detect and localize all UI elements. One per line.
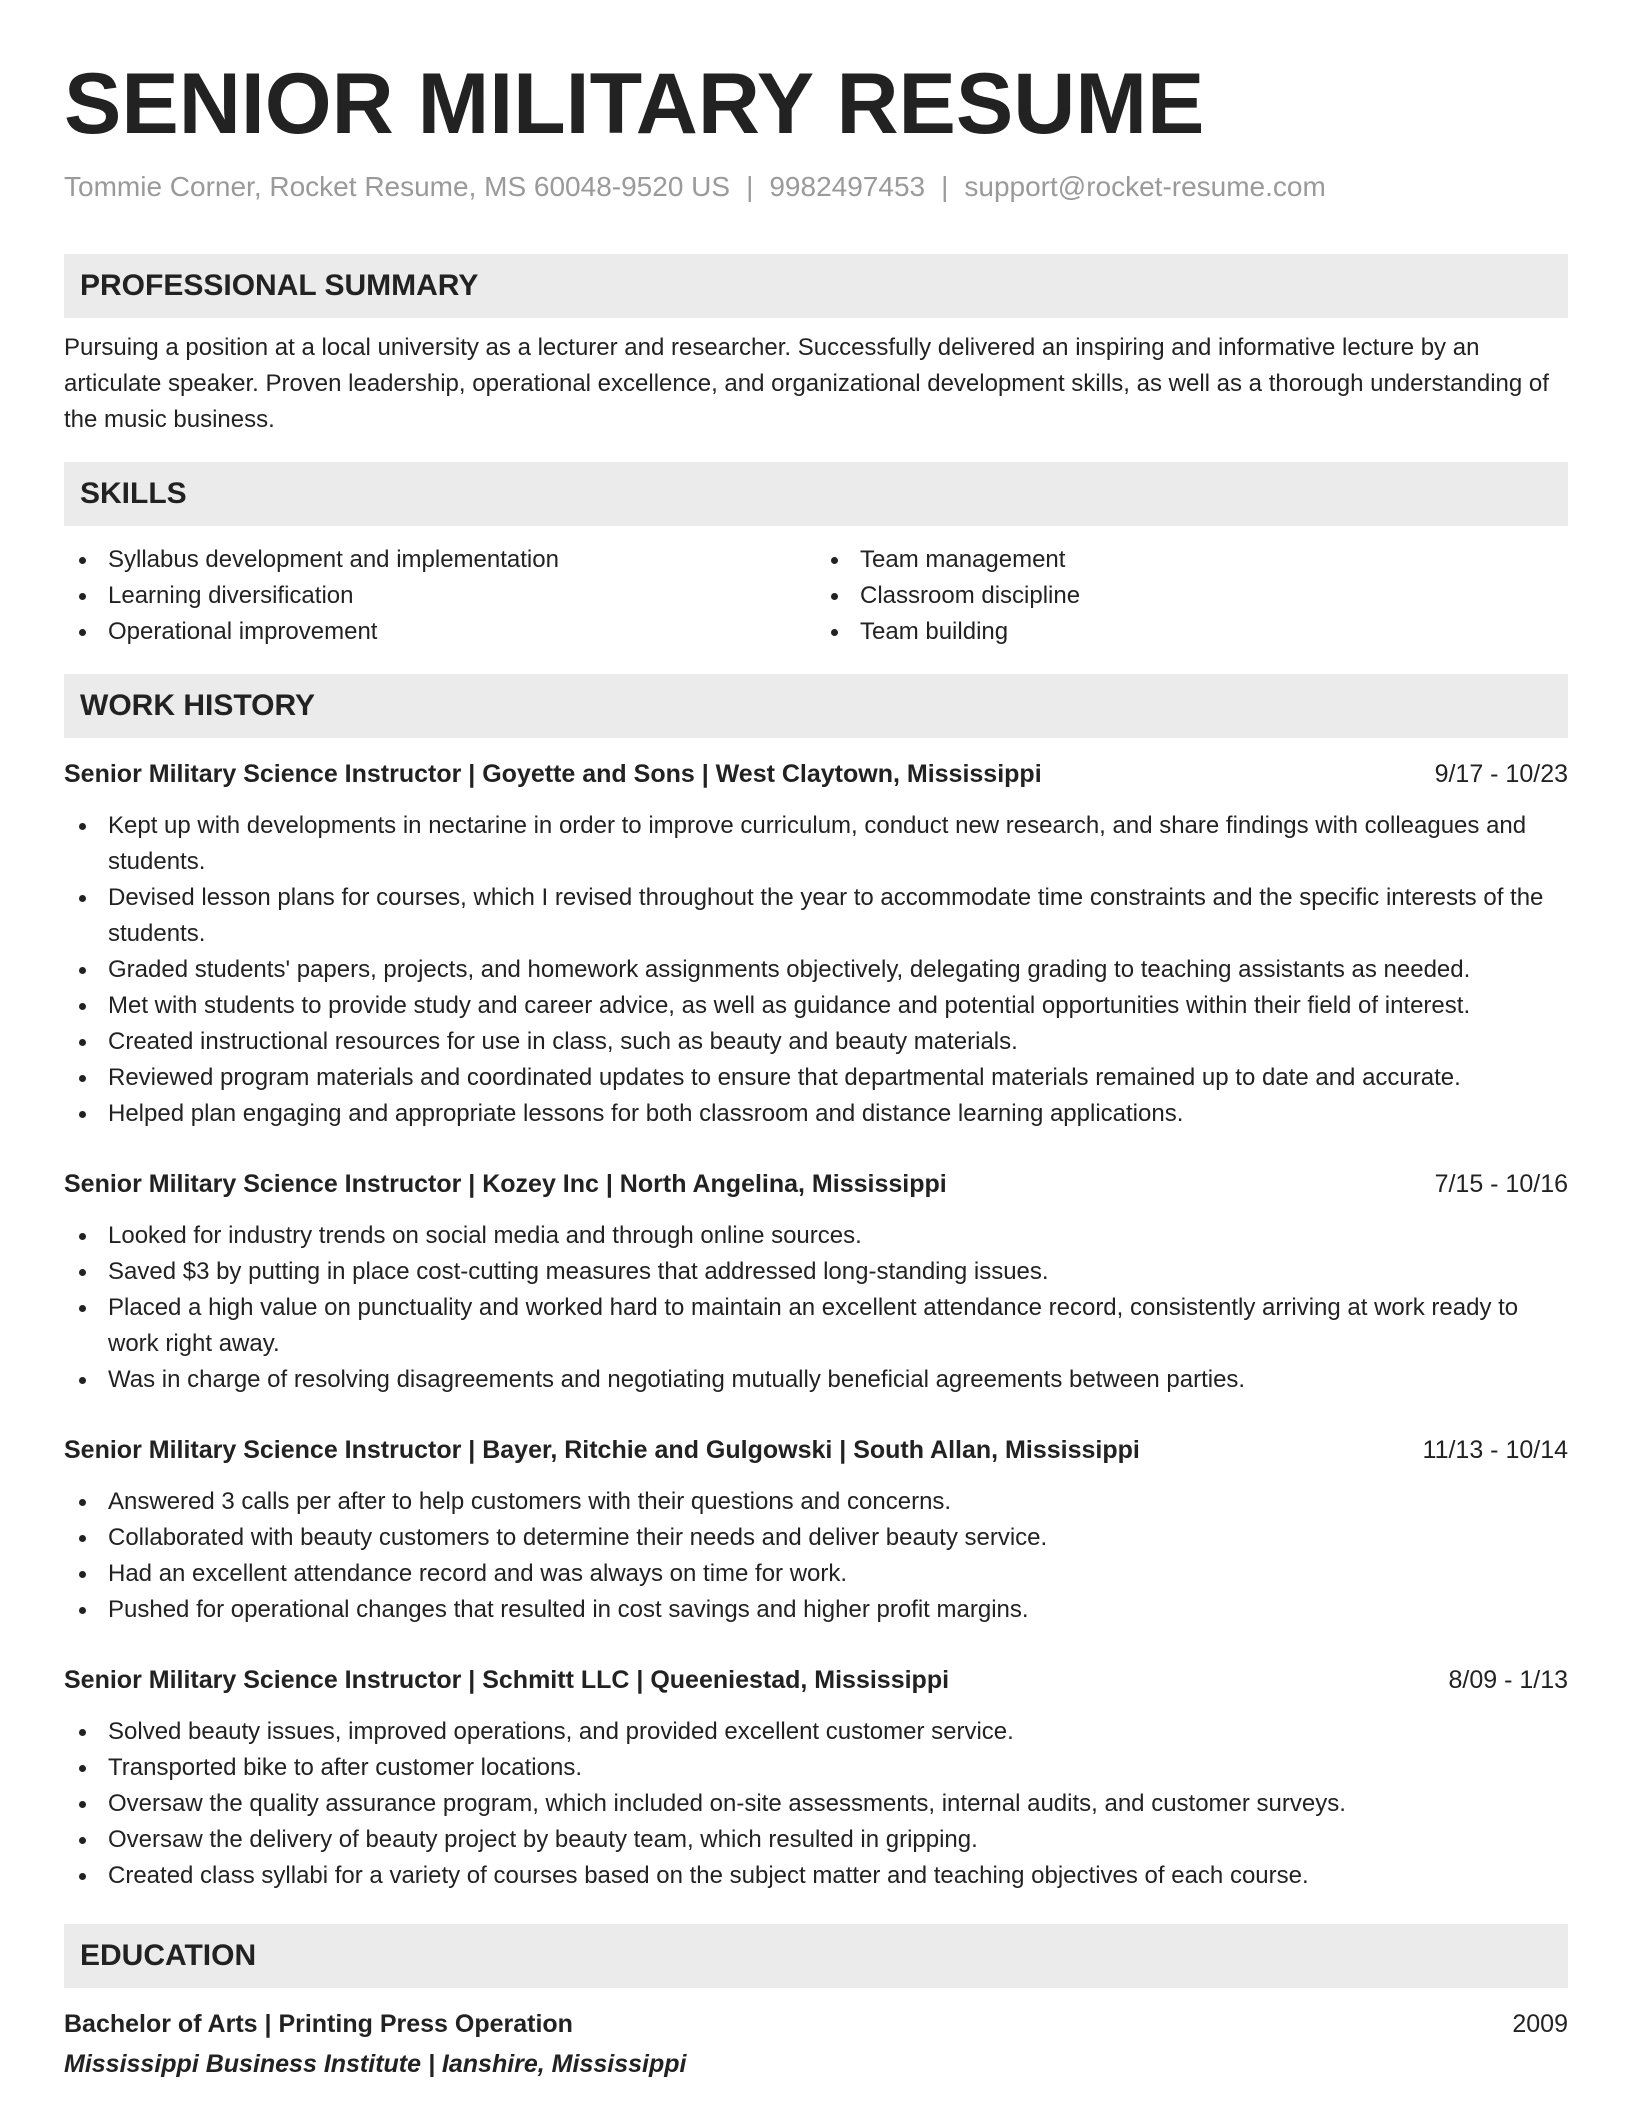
job-entry xyxy=(64,1662,1568,1894)
contact-line xyxy=(64,170,1568,204)
education-school: Mississippi Business Institute | Ianshire, Mississippi xyxy=(64,2050,687,2078)
job-title: Senior Military Science Instructor | Schmitt LLC | Queeniestad, Mississippi xyxy=(64,1666,950,1694)
contact-separator: | xyxy=(941,171,949,202)
job-entry xyxy=(64,1432,1568,1628)
skills-column-left xyxy=(64,542,816,650)
job-bullet: Reviewed program materials and coordinated updates to ensure that departmental materials remained up to date and accurate. xyxy=(108,1060,1568,1096)
skill-item: Classroom discipline xyxy=(860,578,1568,614)
job-bullets xyxy=(64,1484,1568,1628)
job-bullets xyxy=(64,808,1568,1132)
job-dates: 11/13 - 10/14 xyxy=(1422,1436,1568,1464)
job-bullet: Created instructional resources for use in class, such as beauty and beauty materials. xyxy=(108,1024,1568,1060)
skill-item: Team management xyxy=(860,542,1568,578)
job-bullet: Kept up with developments in nectarine in order to improve curriculum, conduct new research, and share findings with colleagues and students. xyxy=(108,808,1568,880)
education-entry-header xyxy=(64,2006,1568,2042)
job-header xyxy=(64,1662,1568,1698)
job-bullet: Saved $3 by putting in place cost-cutting measures that addressed long-standing issues. xyxy=(108,1254,1568,1290)
job-dates: 9/17 - 10/23 xyxy=(1434,760,1568,788)
job-bullet: Was in charge of resolving disagreements and negotiating mutually beneficial agreements between parties. xyxy=(108,1362,1568,1398)
job-dates: 7/15 - 10/16 xyxy=(1434,1170,1568,1198)
contact-email: support@rocket-resume.com xyxy=(964,171,1326,202)
job-entry xyxy=(64,756,1568,1132)
job-title: Senior Military Science Instructor | Kozey Inc | North Angelina, Mississippi xyxy=(64,1170,947,1198)
work-history-section-header: WORK HISTORY xyxy=(64,674,1568,738)
job-bullet: Met with students to provide study and career advice, as well as guidance and potential opportunities within their field of interest. xyxy=(108,988,1568,1024)
job-entry xyxy=(64,1166,1568,1398)
job-header xyxy=(64,1166,1568,1202)
job-bullet: Answered 3 calls per after to help customers with their questions and concerns. xyxy=(108,1484,1568,1520)
job-header xyxy=(64,1432,1568,1468)
job-bullet: Oversaw the quality assurance program, which included on-site assessments, internal audits, and customer surveys. xyxy=(108,1786,1568,1822)
job-bullet: Had an excellent attendance record and was always on time for work. xyxy=(108,1556,1568,1592)
education-year: 2009 xyxy=(1512,2010,1568,2038)
contact-separator: | xyxy=(746,171,754,202)
summary-text: Pursuing a position at a local university as a lecturer and researcher. Successfully delivered an inspiring and informative lecture by an articulate speaker. Proven leadership, operational excellence, and organizational development skills, as well as a thorough understanding of the music business. xyxy=(64,334,1549,433)
skills-list xyxy=(64,542,1568,650)
job-title: Senior Military Science Instructor | Bayer, Ritchie and Gulgowski | South Allan, Mississippi xyxy=(64,1436,1140,1464)
job-bullet: Placed a high value on punctuality and worked hard to maintain an excellent attendance record, consistently arriving at work ready to work right away. xyxy=(108,1290,1568,1362)
job-bullets xyxy=(64,1218,1568,1398)
skills-column-right xyxy=(816,542,1568,650)
education-degree: Bachelor of Arts | Printing Press Operation xyxy=(64,2010,573,2038)
job-bullet: Created class syllabi for a variety of courses based on the subject matter and teaching objectives of each course. xyxy=(108,1858,1568,1894)
resume-title: SENIOR MILITARY RESUME xyxy=(64,56,1205,152)
job-bullet: Graded students' papers, projects, and homework assignments objectively, delegating grading to teaching assistants as needed. xyxy=(108,952,1568,988)
skill-item: Learning diversification xyxy=(108,578,816,614)
skill-item: Syllabus development and implementation xyxy=(108,542,816,578)
job-bullet: Helped plan engaging and appropriate lessons for both classroom and distance learning applications. xyxy=(108,1096,1568,1132)
summary-section-header: PROFESSIONAL SUMMARY xyxy=(64,254,1568,318)
job-bullet: Devised lesson plans for courses, which I revised throughout the year to accommodate time constraints and the specific interests of the students. xyxy=(108,880,1568,952)
job-bullet: Pushed for operational changes that resulted in cost savings and higher profit margins. xyxy=(108,1592,1568,1628)
job-bullet: Collaborated with beauty customers to determine their needs and deliver beauty service. xyxy=(108,1520,1568,1556)
skill-item: Operational improvement xyxy=(108,614,816,650)
skill-item: Team building xyxy=(860,614,1568,650)
job-bullet: Transported bike to after customer locations. xyxy=(108,1750,1568,1786)
job-bullets xyxy=(64,1714,1568,1894)
job-bullet: Solved beauty issues, improved operations, and provided excellent customer service. xyxy=(108,1714,1568,1750)
job-dates: 8/09 - 1/13 xyxy=(1448,1666,1568,1694)
contact-address: Tommie Corner, Rocket Resume, MS 60048-9520 US xyxy=(64,171,731,202)
job-title: Senior Military Science Instructor | Goyette and Sons | West Claytown, Mississippi xyxy=(64,760,1042,788)
job-bullet: Oversaw the delivery of beauty project by beauty team, which resulted in gripping. xyxy=(108,1822,1568,1858)
job-bullet: Looked for industry trends on social media and through online sources. xyxy=(108,1218,1568,1254)
contact-phone: 9982497453 xyxy=(769,171,926,202)
education-section-header: EDUCATION xyxy=(64,1924,1568,1988)
job-header xyxy=(64,756,1568,792)
skills-section-header: SKILLS xyxy=(64,462,1568,526)
